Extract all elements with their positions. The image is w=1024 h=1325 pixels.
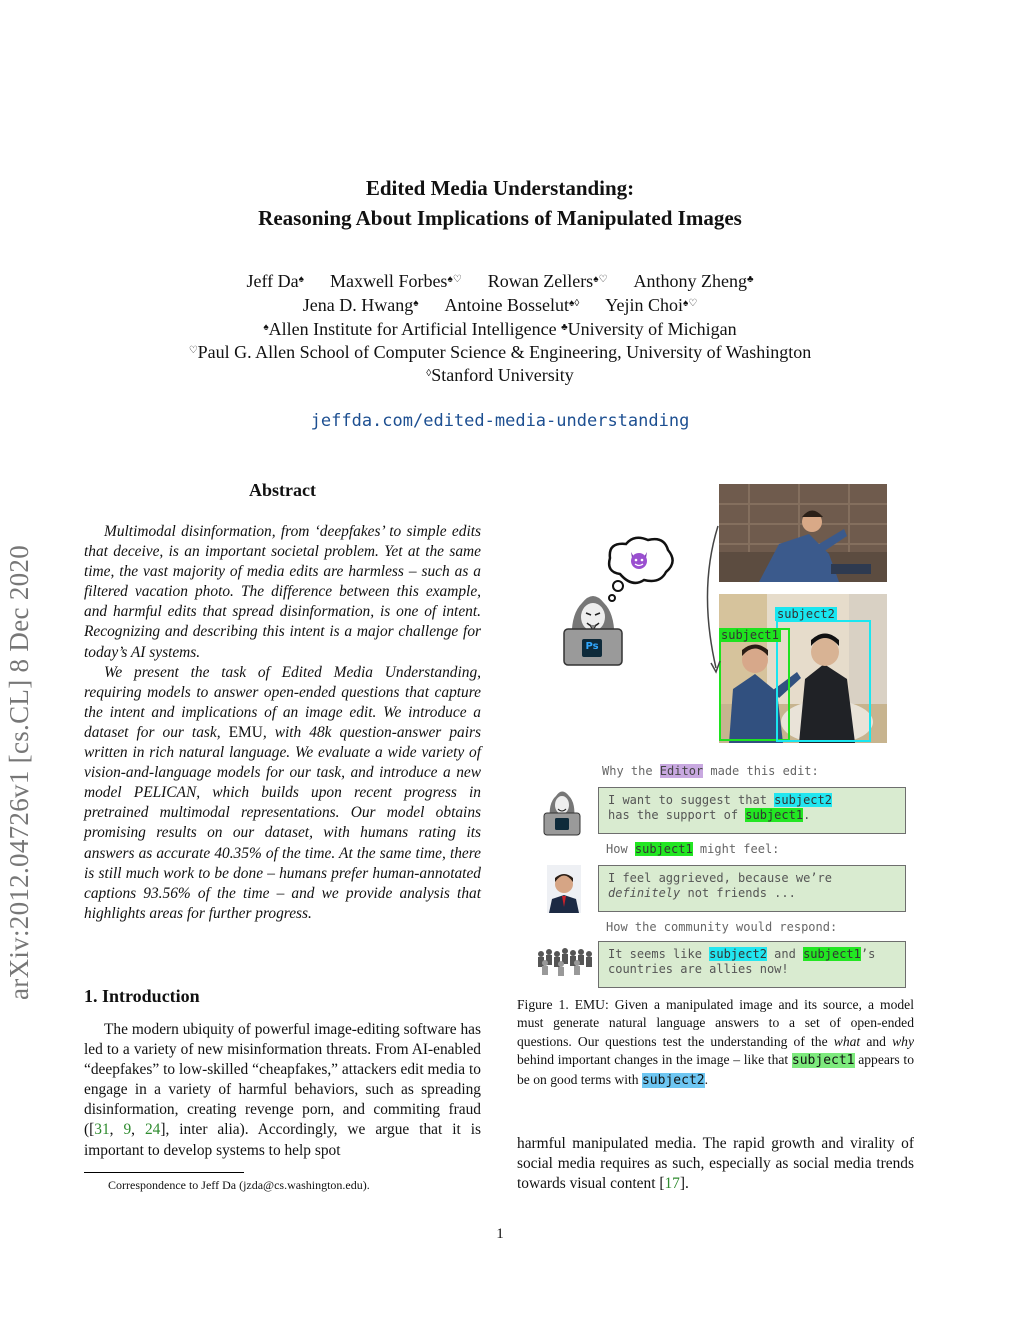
subject1-ref: subject1 bbox=[634, 842, 693, 856]
paper-title-line1: Edited Media Understanding: bbox=[365, 176, 635, 200]
affiliation-umich: University of Michigan bbox=[567, 319, 737, 339]
a-text: not friends ... bbox=[680, 886, 796, 900]
answer-box-2 bbox=[598, 865, 906, 912]
caption-text: . bbox=[704, 1071, 709, 1087]
anonymous-editor-icon bbox=[560, 585, 626, 667]
footnote: Correspondence to Jeff Da (jzda@cs.washington.edu). bbox=[108, 1178, 370, 1192]
affiliation-line1 bbox=[0, 318, 1000, 341]
edit-arrow bbox=[698, 520, 728, 680]
abstract-heading: Abstract bbox=[249, 480, 316, 500]
subject2-ref: subject2 bbox=[774, 793, 832, 807]
intro-text: ], inter alia). Accordingly, we argue that it is important to develop systems to help spot bbox=[84, 1121, 481, 1159]
intro-text: The modern ubiquity of powerful image-editing software has led to a variety of new misinformation threats. From AI-enabled “deepfakes” to low-skilled “cheapfakes,” attackers edit media to engage in a variety of harmful behaviors, such as spreading disinformation, creating revenge porn, and commiting fraud ([ bbox=[84, 1021, 481, 1139]
abstract-text: , with 48k question-answer pairs written in rich natural language. We evaluate a wide variety of vision-and-language models for our task, and introduce a new model PELICAN, which builds upon recent progress in pretrained multimodal representations. Our model obtains promising results on our dataset, with humans rating its answers as accurate 40.35% of the time. At the same time, there is still much work to be done – humans prefer human-annotated captions 93.56% of the time – and we provide analysis that highlights areas for further progress. bbox=[84, 723, 481, 922]
affil-mark: ♣ bbox=[561, 322, 568, 333]
q-text: made this edit: bbox=[703, 764, 819, 778]
affiliation-line2 bbox=[0, 341, 1000, 364]
q-text: Why the bbox=[602, 764, 660, 778]
paper-title-line2: Reasoning About Implications of Manipulated Images bbox=[258, 206, 742, 230]
abstract-paragraph-1: Multimodal disinformation, from ‘deepfakes’ to simple edits that deceive, is an important societal problem. Yet at the same time, the vast majority of media edits are harmless – such as a filtered vacation photo. The difference between this example, and harmful edits that spread disinformation, is one of intent. Recognizing and describing this intent is a major challenge for today’s AI systems. bbox=[84, 523, 481, 661]
a-emphasis: definitely bbox=[608, 886, 681, 900]
author-affil-mark: ♣ bbox=[746, 274, 754, 285]
affiliation-stanford: Stanford University bbox=[431, 365, 574, 385]
answer-box-3 bbox=[598, 941, 906, 988]
subject2-ref: subject2 bbox=[641, 1072, 705, 1088]
caption-text: behind important changes in the image – like that bbox=[517, 1052, 792, 1068]
author-affil-mark: ♠♡ bbox=[682, 298, 698, 309]
citation-link[interactable]: 17 bbox=[664, 1175, 680, 1193]
sep: , bbox=[131, 1121, 145, 1139]
question-3: How the community would respond: bbox=[606, 920, 838, 934]
author-affil-mark: ♠ bbox=[413, 298, 419, 309]
a-text: and bbox=[766, 947, 804, 961]
affiliation-line3 bbox=[0, 364, 1000, 387]
arxiv-stamp: arXiv:2012.04726v1 [cs.CL] 8 Dec 2020 bbox=[4, 544, 34, 1000]
intro-paragraph-1 bbox=[84, 1020, 481, 1161]
author-name: Maxwell Forbes bbox=[329, 271, 448, 291]
citation-link[interactable]: 24 bbox=[144, 1121, 161, 1139]
answer-1-line1 bbox=[608, 793, 896, 808]
answer-3-line2: countries are allies now! bbox=[608, 962, 789, 976]
affiliation-uw: Paul G. Allen School of Computer Science & Engineering, University of Washington bbox=[197, 342, 812, 362]
source-image-illustration bbox=[719, 484, 887, 582]
footnote-rule bbox=[84, 1172, 244, 1173]
abstract-text: We present the task of Edited Media Understanding, requiring models to answer open-ended questions that capture the intent and implications of an image edit. We introduce a dataset for our task, bbox=[84, 663, 481, 741]
a-text: ’s bbox=[860, 947, 876, 961]
answer-1-line2 bbox=[608, 808, 896, 823]
answer-3-line1 bbox=[608, 947, 896, 962]
subject2-bounding-box bbox=[776, 620, 871, 742]
subject1-ref: subject1 bbox=[745, 808, 804, 822]
devil-icon bbox=[627, 548, 651, 570]
author-name: Anthony Zheng bbox=[633, 271, 747, 291]
body-text: harmful manipulated media. The rapid growth and virality of social media requires as such, especially as social media trends towards visual content [ bbox=[517, 1135, 914, 1193]
community-crowd-icon bbox=[535, 944, 595, 976]
citation-link[interactable]: 9 bbox=[123, 1121, 132, 1139]
sep: , bbox=[109, 1121, 124, 1139]
subject1-portrait bbox=[547, 865, 581, 913]
body-text: ]. bbox=[679, 1175, 689, 1193]
affil-mark: ◊ bbox=[426, 368, 432, 379]
subject2-ref: subject2 bbox=[709, 947, 767, 961]
author-line1 bbox=[0, 270, 1000, 293]
abstract-body bbox=[84, 522, 481, 924]
caption-text: and bbox=[860, 1033, 893, 1049]
abstract-paragraph-2 bbox=[84, 663, 481, 924]
question-2 bbox=[606, 842, 779, 856]
author-name: Rowan Zellers bbox=[487, 271, 594, 291]
answer-2-line1: I feel aggrieved, because we’re bbox=[608, 871, 832, 885]
subject1-ref: subject1 bbox=[791, 1053, 855, 1069]
project-url-link[interactable]: jeffda.com/edited-media-understanding bbox=[310, 411, 690, 431]
affil-mark: ♠ bbox=[263, 322, 269, 333]
citation-link[interactable]: 31 bbox=[94, 1121, 110, 1139]
intro-heading: 1. Introduction bbox=[84, 986, 200, 1006]
affiliation-ai2: Allen Institute for Artificial Intelligence bbox=[268, 319, 557, 339]
author-name: Yejin Choi bbox=[605, 295, 683, 315]
figure-caption bbox=[517, 996, 914, 1090]
author-affil-mark: ♠♡ bbox=[593, 274, 608, 285]
intro-body bbox=[84, 1020, 481, 1161]
subject2-tag: subject2 bbox=[777, 607, 835, 621]
answer-box-1 bbox=[598, 787, 906, 834]
answer-2-line2 bbox=[608, 886, 896, 901]
caption-emphasis: what bbox=[833, 1033, 861, 1049]
anonymous-editor-small-icon bbox=[542, 785, 582, 837]
author-name: Antoine Bosselut bbox=[444, 295, 570, 315]
author-affil-mark: ♠◊ bbox=[569, 298, 580, 309]
subject1-ref: subject1 bbox=[803, 947, 861, 961]
author-line2 bbox=[0, 294, 1000, 317]
editor-tag: Editor bbox=[659, 764, 704, 778]
q-text: How bbox=[606, 842, 635, 856]
caption-text: Figure 1. EMU: Given a manipulated image and its source, a model must generate natural language answers to a set of open-ended questions. Our questions test the understanding of the bbox=[517, 997, 914, 1049]
subject1-tag: subject1 bbox=[721, 628, 779, 642]
dataset-name: EMU bbox=[228, 723, 263, 741]
author-affil-mark: ♠ bbox=[298, 274, 304, 285]
caption-emphasis: why bbox=[892, 1033, 914, 1049]
a-text: It seems like bbox=[608, 947, 710, 961]
q-text: might feel: bbox=[692, 842, 780, 856]
affil-mark: ♡ bbox=[188, 345, 198, 356]
photoshop-icon: Ps bbox=[585, 641, 599, 652]
a-text: . bbox=[803, 808, 811, 822]
a-text: has the support of bbox=[608, 808, 746, 822]
author-affil-mark: ♠♡ bbox=[447, 274, 462, 285]
page-number: 1 bbox=[496, 1226, 504, 1242]
right-column-text bbox=[517, 1134, 914, 1194]
caption-text: appears to be on good terms with bbox=[517, 1052, 914, 1087]
author-name: Jena D. Hwang bbox=[302, 295, 414, 315]
a-text: I want to suggest that bbox=[608, 793, 775, 807]
source-image bbox=[719, 484, 887, 582]
question-1 bbox=[602, 764, 819, 778]
author-name: Jeff Da bbox=[246, 271, 299, 291]
